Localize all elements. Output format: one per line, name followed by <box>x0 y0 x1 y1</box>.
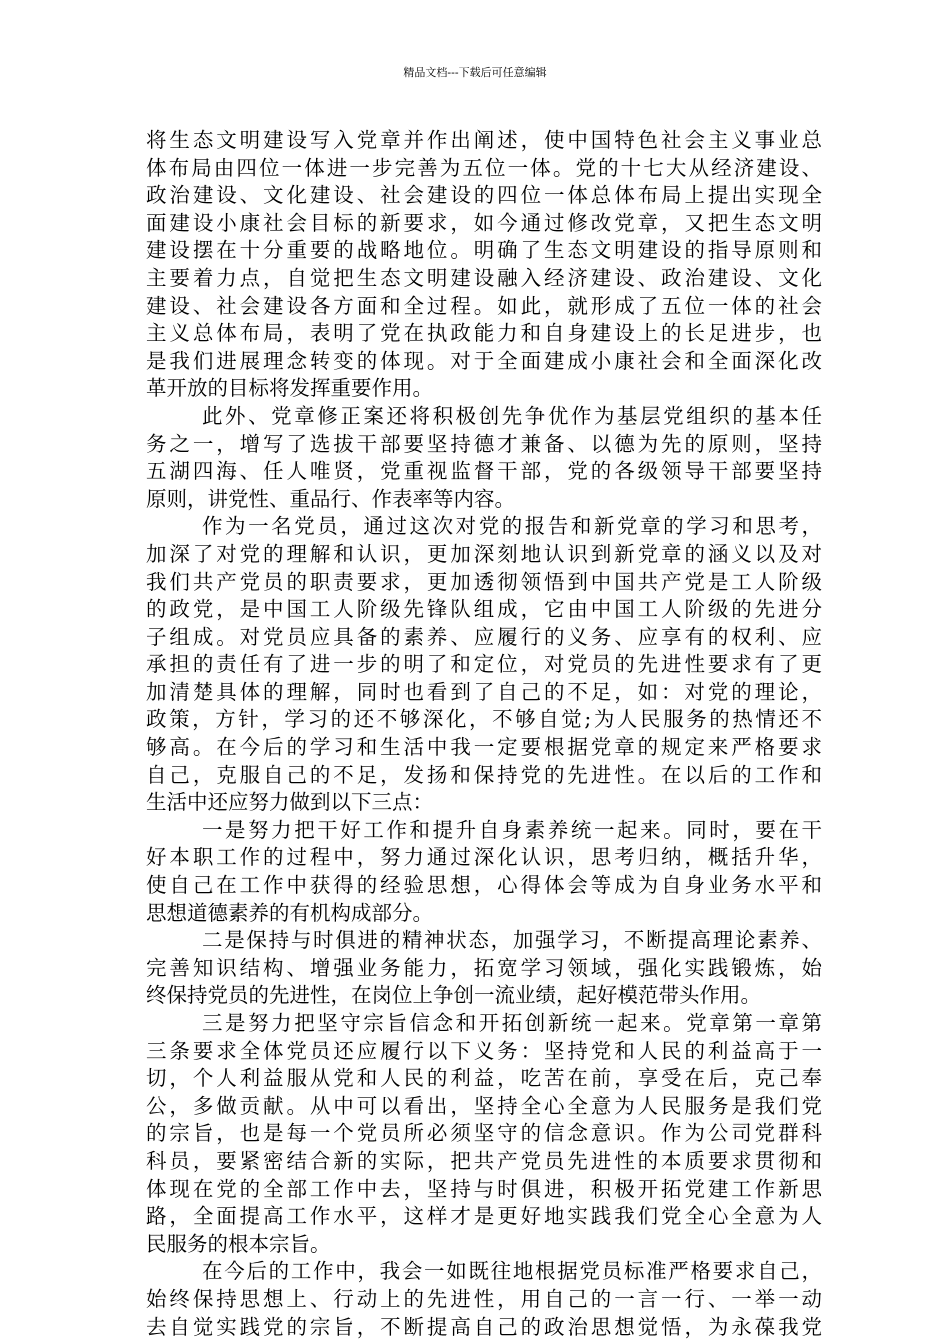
paragraph <box>146 127 822 403</box>
text-line: 务之一，增写了选拔干部要坚持德才兼备、以德为先的原则，坚持 <box>146 431 822 456</box>
paragraph <box>146 817 822 927</box>
text-line: 革开放的目标将发挥重要作用。 <box>146 376 433 401</box>
text-line: 加深了对党的理解和认识，更加深刻地认识到新党章的涵义以及对 <box>146 541 822 566</box>
page-header: 精品文档---下载后可任意编辑 <box>403 66 547 79</box>
text-line: 加清楚具体的理解，同时也看到了自己的不足，如：对党的理论， <box>146 679 822 704</box>
text-line: 好本职工作的过程中，努力通过深化认识，思考归纳，概括升华， <box>146 845 822 870</box>
text-line: 将生态文明建设写入党章并作出阐述，使中国特色社会主义事业总 <box>146 128 822 152</box>
paragraph <box>146 1258 822 1341</box>
document-body <box>146 127 822 1341</box>
paragraph <box>146 1010 822 1258</box>
text-line: 三条要求全体党员还应履行以下义务：坚持党和人民的利益高于一 <box>146 1038 822 1063</box>
text-line: 政策，方针，学习的还不够深化，不够自觉;为人民服务的热情还不 <box>146 707 822 732</box>
text-line: 是我们进展理念转变的体现。对于全面建成小康社会和全面深化改 <box>146 348 822 373</box>
text-line: 科员，要紧密结合新的实际，把共产党员先进性的本质要求贯彻和 <box>146 1148 822 1173</box>
text-line: 使自己在工作中获得的经验思想，心得体会等成为自身业务水平和 <box>146 873 822 898</box>
text-line: 始终保持思想上、行动上的先进性，用自己的一言一行、一举一动 <box>146 1286 822 1311</box>
text-line: 够高。在今后的学习和生活中我一定要根据党章的规定来严格要求 <box>146 735 822 760</box>
text-line: 公，多做贡献。从中可以看出，坚持全心全意为人民服务是我们党 <box>146 1093 822 1118</box>
text-line: 在今后的工作中，我会一如既往地根据党员标准严格要求自己， <box>202 1259 822 1284</box>
text-line: 政治建设、文化建设、社会建设的四位一体总体布局上提出实现全 <box>146 183 822 208</box>
text-line: 体布局由四位一体进一步完善为五位一体。党的十七大从经济建设、 <box>146 155 822 180</box>
text-line: 完善知识结构、增强业务能力，拓宽学习领域，强化实践锻炼，始 <box>146 955 822 980</box>
text-line: 民服务的根本宗旨。 <box>146 1231 331 1256</box>
text-line: 承担的责任有了进一步的明了和定位，对党员的先进性要求有了更 <box>146 652 822 677</box>
text-line: 此外、党章修正案还将积极创先争优作为基层党组织的基本任 <box>202 403 822 428</box>
text-line: 五湖四海、任人唯贤，党重视监督干部，党的各级领导干部要坚持 <box>146 459 822 484</box>
text-line: 主义总体布局，表明了党在执政能力和自身建设上的长足进步，也 <box>146 321 822 346</box>
text-line: 体现在党的全部工作中去，坚持与时俱进，积极开拓党建工作新思 <box>146 1176 822 1201</box>
text-line: 原则，讲党性、重品行、作表率等内容。 <box>146 486 515 511</box>
text-line: 生活中还应努力做到以下三点： <box>146 790 433 815</box>
text-line: 路，全面提高工作水平，这样才是更好地实践我们党全心全意为人 <box>146 1204 822 1229</box>
paragraph <box>146 403 822 513</box>
text-line: 面建设小康社会目标的新要求，如今通过修改党章，又把生态文明 <box>146 210 822 235</box>
paragraph <box>146 513 822 817</box>
text-line: 终保持党员的先进性，在岗位上争创一流业绩，起好模范带头作用。 <box>146 983 761 1008</box>
text-line: 切，个人利益服从党和人民的利益，吃苦在前，享受在后，克己奉 <box>146 1066 822 1091</box>
text-line: 二是保持与时俱进的精神状态，加强学习，不断提高理论素养、 <box>202 928 822 953</box>
text-line: 自己，克服自己的不足，发扬和保持党的先进性。在以后的工作和 <box>146 762 822 787</box>
text-line: 三是努力把坚守宗旨信念和开拓创新统一起来。党章第一章第 <box>202 1011 822 1035</box>
text-line: 作为一名党员，通过这次对党的报告和新党章的学习和思考， <box>202 514 822 539</box>
text-line: 一是努力把干好工作和提升自身素养统一起来。同时，要在干 <box>202 817 822 842</box>
paragraph <box>146 927 822 1010</box>
text-line: 主要着力点，自觉把生态文明建设融入经济建设、政治建设、文化 <box>146 265 822 290</box>
text-line: 去自觉实践党的宗旨，不断提高自己的政治思想觉悟，为永葆我党 <box>146 1314 822 1339</box>
text-line: 子组成。对党员应具备的素养、应履行的义务、应享有的权利、应 <box>146 624 822 649</box>
text-line: 我们共产党员的职责要求，更加透彻领悟到中国共产党是工人阶级 <box>146 569 822 594</box>
text-line: 的宗旨，也是每一个党员所必须坚守的信念意识。作为公司党群科 <box>146 1121 822 1146</box>
text-line: 的政党，是中国工人阶级先锋队组成，它由中国工人阶级的先进分 <box>146 597 822 622</box>
text-line: 建设摆在十分重要的战略地位。明确了生态文明建设的指导原则和 <box>146 238 822 263</box>
text-line: 建设、社会建设各方面和全过程。如此，就形成了五位一体的社会 <box>146 293 822 318</box>
text-line: 思想道德素养的有机构成部分。 <box>146 900 433 925</box>
